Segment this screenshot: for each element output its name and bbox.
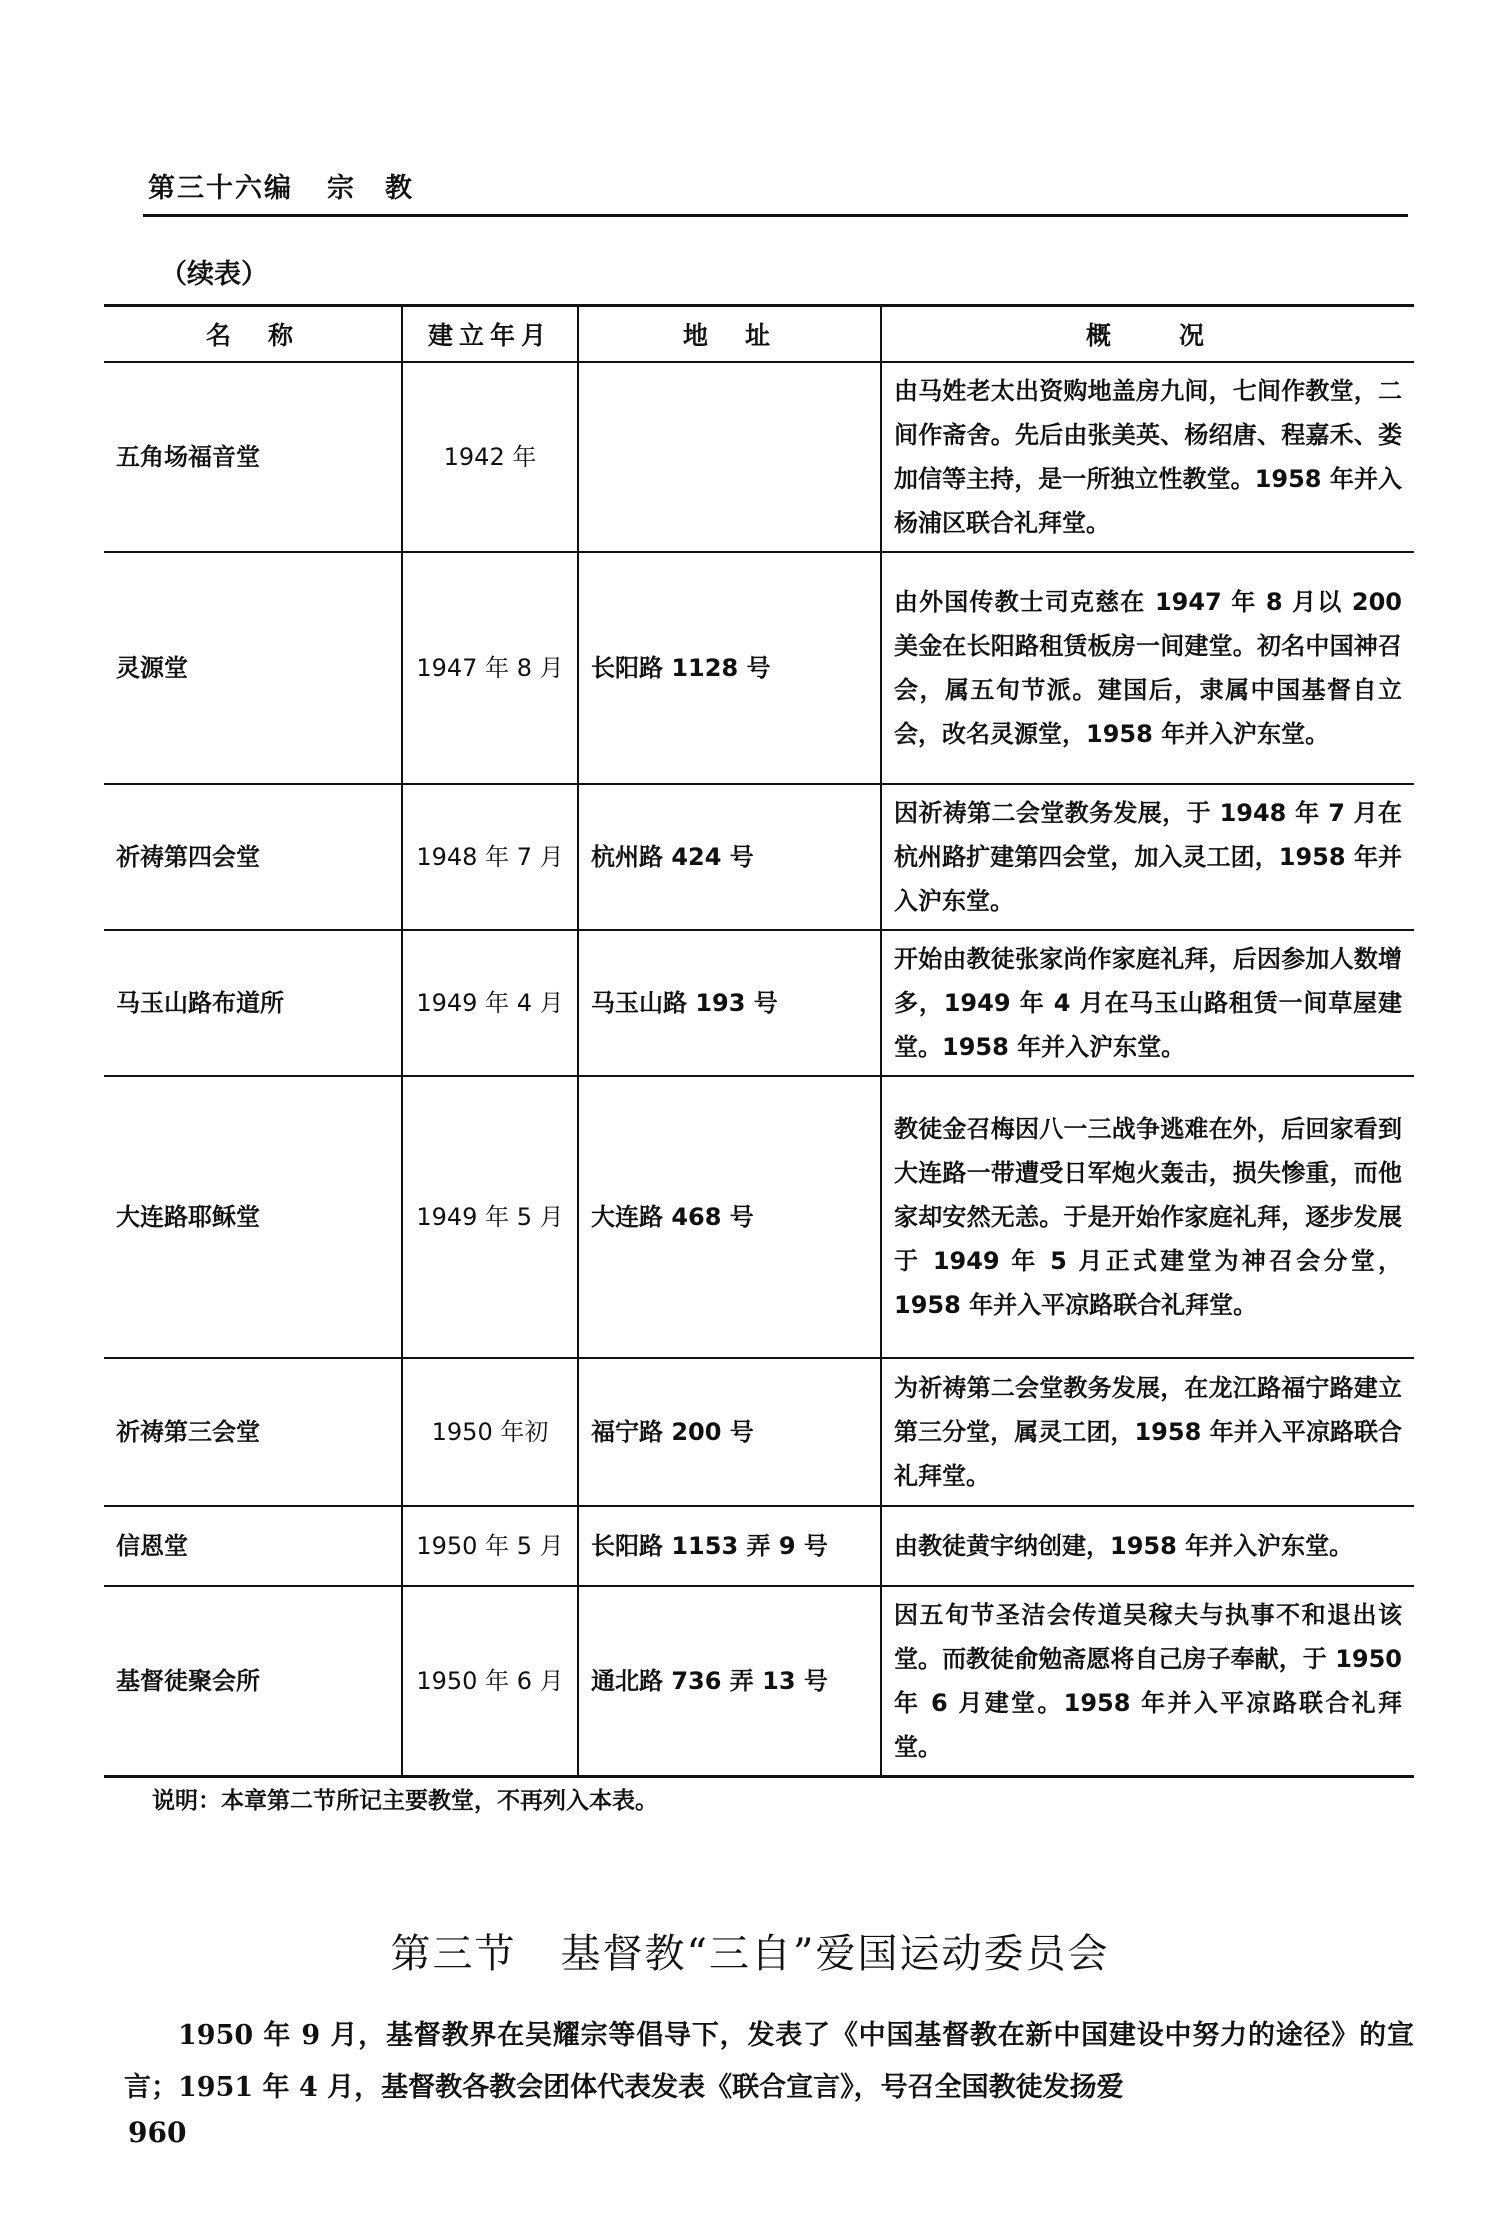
cell-name: 大连路耶稣堂	[104, 1076, 402, 1358]
cell-name: 祈祷第三会堂	[104, 1358, 402, 1506]
cell-description: 由马姓老太出资购地盖房九间，七间作教堂，二间作斋舍。先后由张美英、杨绍唐、程嘉禾、娄加信等主持，是一所独立性教堂。1958 年并入杨浦区联合礼拜堂。	[881, 362, 1414, 552]
column-header-date: 建立年月	[402, 306, 578, 363]
cell-description: 由教徒黄宇纳创建，1958 年并入沪东堂。	[881, 1506, 1414, 1586]
table-row	[104, 1358, 1414, 1506]
page-number: 960	[128, 2116, 187, 2149]
cell-description: 因祈祷第二会堂教务发展，于 1948 年 7 月在杭州路扩建第四会堂，加入灵工团，1958 年并入沪东堂。	[881, 784, 1414, 930]
cell-description: 教徒金召梅因八一三战争逃难在外，后回家看到大连路一带遭受日军炮火轰击，损失惨重，而他家却安然无恙。于是开始作家庭礼拜，逐步发展于 1949 年 5 月正式建堂为神召会分堂，1958 年并入平凉路联合礼拜堂。	[881, 1076, 1414, 1358]
running-head-part: 第三十六编	[148, 173, 293, 204]
column-header-address: 地 址	[578, 306, 881, 363]
cell-name: 祈祷第四会堂	[104, 784, 402, 930]
cell-address: 福宁路 200 号	[578, 1358, 881, 1506]
cell-address: 长阳路 1153 弄 9 号	[578, 1506, 881, 1586]
cell-date: 1949 年 4 月	[402, 930, 578, 1076]
column-header-name: 名 称	[104, 306, 402, 363]
cell-name: 基督徒聚会所	[104, 1586, 402, 1776]
cell-description: 由外国传教士司克慈在 1947 年 8 月以 200 美金在长阳路租赁板房一间建堂。初名中国神召会，属五旬节派。建国后，隶属中国基督自立会，改名灵源堂，1958 年并入沪东堂。	[881, 552, 1414, 784]
column-header-description: 概 况	[881, 306, 1414, 363]
table-note: 说明：本章第二节所记主要教堂，不再列入本表。	[152, 1788, 658, 1814]
cell-name: 信恩堂	[104, 1506, 402, 1586]
table-row	[104, 784, 1414, 930]
cell-address	[578, 362, 881, 552]
cell-date: 1950 年初	[402, 1358, 578, 1506]
section-heading: 基督教“三自”爱国运动委员会	[560, 1931, 1110, 1977]
section-number: 第三节	[390, 1931, 517, 1977]
table-row	[104, 552, 1414, 784]
cell-description: 开始由教徒张家尚作家庭礼拜，后因参加人数增多，1949 年 4 月在马玉山路租赁一间草屋建堂。1958 年并入沪东堂。	[881, 930, 1414, 1076]
cell-name: 灵源堂	[104, 552, 402, 784]
table-row	[104, 362, 1414, 552]
table-header-row	[104, 306, 1414, 363]
cell-date: 1950 年 6 月	[402, 1586, 578, 1776]
running-head-subject: 宗 教	[327, 173, 414, 204]
body-paragraph: 1950 年 9 月，基督教界在吴耀宗等倡导下，发表了《中国基督教在新中国建设中努力的途径》的宣言；1951 年 4 月，基督教各教会团体代表发表《联合宣言》，号召全国教徒发扬爱	[124, 2020, 1414, 2103]
cell-address: 马玉山路 193 号	[578, 930, 881, 1076]
header-rule	[143, 214, 1408, 217]
cell-description: 为祈祷第二会堂教务发展，在龙江路福宁路建立第三分堂，属灵工团，1958 年并入平凉路联合礼拜堂。	[881, 1358, 1414, 1506]
cell-date: 1947 年 8 月	[402, 552, 578, 784]
table-row	[104, 1506, 1414, 1586]
cell-name: 五角场福音堂	[104, 362, 402, 552]
church-table	[104, 304, 1414, 1778]
cell-date: 1949 年 5 月	[402, 1076, 578, 1358]
cell-description: 因五旬节圣洁会传道吴稼夫与执事不和退出该堂。而教徒俞勉斋愿将自己房子奉献，于 1950 年 6 月建堂。1958 年并入平凉路联合礼拜堂。	[881, 1586, 1414, 1776]
cell-address: 杭州路 424 号	[578, 784, 881, 930]
cell-address: 长阳路 1128 号	[578, 552, 881, 784]
cell-date: 1948 年 7 月	[402, 784, 578, 930]
cell-name: 马玉山路布道所	[104, 930, 402, 1076]
continuation-label: （续表）	[160, 259, 268, 290]
section-title	[0, 1922, 1500, 1979]
running-head	[148, 166, 414, 205]
table-row	[104, 930, 1414, 1076]
cell-address: 大连路 468 号	[578, 1076, 881, 1358]
cell-address: 通北路 736 弄 13 号	[578, 1586, 881, 1776]
cell-date: 1942 年	[402, 362, 578, 552]
table-row	[104, 1076, 1414, 1358]
cell-date: 1950 年 5 月	[402, 1506, 578, 1586]
body-text	[124, 2010, 1414, 2114]
table-row	[104, 1586, 1414, 1776]
